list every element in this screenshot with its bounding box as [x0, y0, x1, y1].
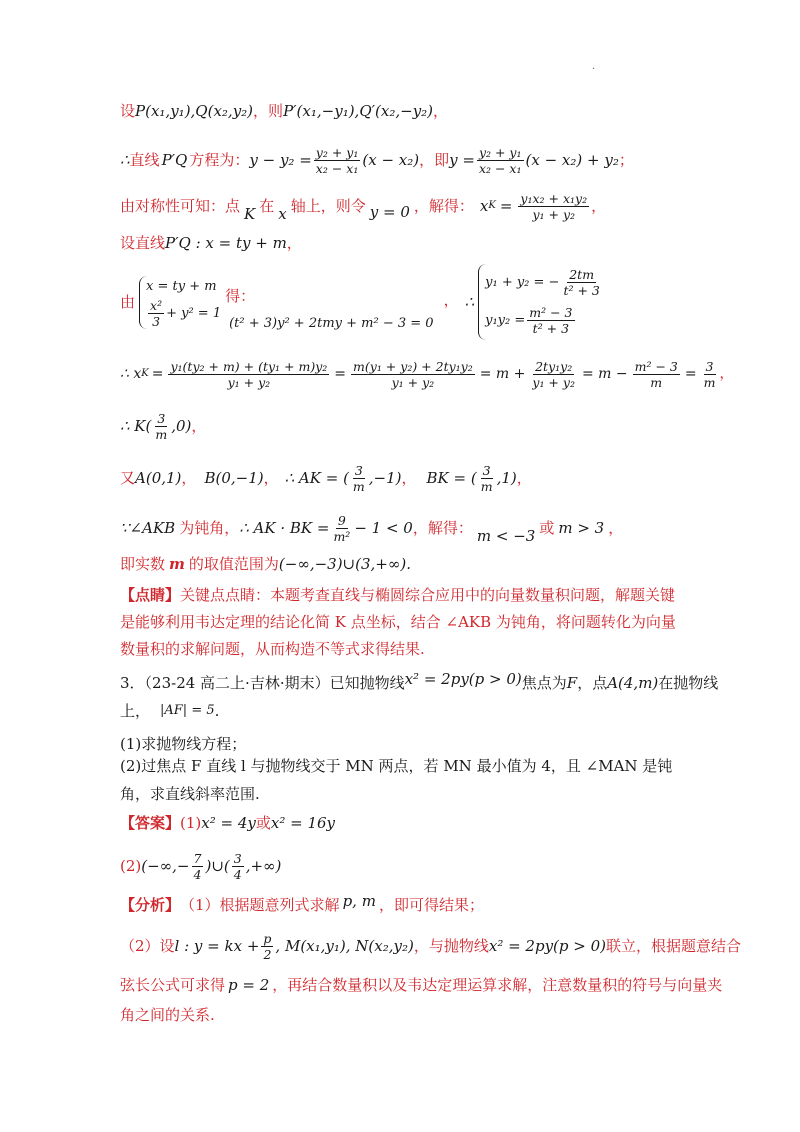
- text: ；: [618, 151, 634, 169]
- formula: x² = 16y: [270, 814, 336, 832]
- denominator: y₁ + y₂: [391, 374, 435, 390]
- line-set-line: [120, 232, 690, 254]
- analysis-line-1: [120, 894, 690, 916]
- text: 设直线: [120, 234, 166, 252]
- fraction: [633, 359, 680, 390]
- denominator: t² + 3: [563, 283, 600, 298]
- analysis-line-4: [120, 1004, 690, 1026]
- text: ，: [263, 469, 279, 487]
- text: 在抛物线: [658, 674, 719, 692]
- fraction: [168, 359, 329, 390]
- therefore-symbol: ∴: [464, 293, 475, 311]
- formula: ,−1): [368, 469, 402, 487]
- text: 由对称性可知：点: [120, 197, 241, 215]
- text: 即实数: [120, 555, 166, 573]
- line-set-points: [120, 100, 690, 122]
- text: 弦长公式可求得: [120, 976, 226, 994]
- comment-block: [120, 582, 690, 663]
- formula: A(4,m): [607, 674, 659, 692]
- fraction: [351, 359, 475, 390]
- text: ，: [181, 469, 197, 487]
- formula: = m +: [479, 366, 526, 382]
- text: 焦点为: [521, 674, 567, 692]
- text: 上，: [120, 702, 151, 720]
- text: ，: [401, 469, 417, 487]
- formula: ∴ x: [120, 366, 142, 382]
- analysis-line-2: [120, 926, 742, 966]
- equation: [485, 264, 604, 302]
- numerator: x²: [150, 297, 163, 313]
- fraction: [232, 851, 244, 882]
- text: ，: [443, 291, 459, 309]
- formula: P′Q: [161, 151, 188, 169]
- text: (2)过焦点 F 直线 l 与抛物线交于 MN 两点，若 MN 最小值为 4，且 ∠MAN 是钝角，求直线斜率范围.: [120, 757, 673, 803]
- formula: x: [479, 197, 489, 215]
- text: (1): [180, 814, 202, 832]
- numerator: m² − 3: [529, 305, 573, 320]
- formula: (x − x₂) + y₂: [525, 151, 619, 169]
- fraction: [702, 359, 718, 390]
- text: 轴上，则令: [290, 197, 366, 215]
- analysis-line-3: [120, 974, 723, 996]
- formula: p, m: [342, 892, 376, 910]
- text: 3．（23-24 高二上·吉林·期末）已知抛物线: [120, 674, 405, 692]
- text: (2): [120, 857, 142, 875]
- text: 由: [120, 293, 136, 311]
- numerator: 3: [233, 850, 242, 866]
- question-3-part-2: [120, 752, 690, 808]
- analysis-label: 【分析】: [120, 896, 181, 914]
- denominator: m: [703, 374, 716, 390]
- formula: m < −3: [476, 527, 536, 545]
- denominator: m: [155, 426, 168, 442]
- formula: B(0,−1): [204, 469, 264, 487]
- text: .: [214, 702, 220, 720]
- denominator: x₂ − x₁: [478, 160, 522, 176]
- fraction: [479, 463, 495, 494]
- text: 得：: [225, 287, 256, 305]
- answer-line-1: [120, 812, 690, 834]
- line-line-equation: [120, 142, 690, 178]
- text: (1)求抛物线方程；: [120, 735, 247, 753]
- formula: l : y = kx +: [174, 937, 260, 955]
- text: ，即: [419, 151, 450, 169]
- text: 为钝角，: [179, 519, 240, 537]
- formula: P′(x₁,−y₁),Q′(x₂,−y₂): [283, 102, 434, 120]
- formula: ,1): [496, 469, 517, 487]
- formula: y =: [449, 151, 475, 169]
- denominator: y₁ + y₂: [532, 374, 575, 390]
- numerator: 2ty₁y₂: [535, 358, 573, 374]
- fraction: [518, 191, 589, 222]
- denominator: 4: [233, 866, 242, 882]
- numerator: m² − 3: [634, 358, 678, 374]
- formula: ,0): [171, 417, 192, 435]
- formula: x² = 2py(p > 0): [488, 937, 607, 955]
- numerator: y₂ + y₁: [315, 144, 359, 160]
- equation-rest: + y² = 1: [166, 305, 222, 321]
- line-symmetry: [120, 188, 690, 224]
- text: 在: [259, 197, 275, 215]
- fraction: [148, 298, 164, 329]
- denominator: m: [352, 478, 365, 494]
- line-range: [120, 553, 690, 575]
- equation-left: y₁y₂ =: [485, 313, 526, 328]
- page-dot: ·: [592, 64, 596, 75]
- text: 方程为：: [189, 151, 250, 169]
- subscript: K: [488, 200, 496, 211]
- formula: y − y₂ =: [249, 151, 312, 169]
- formula: K: [244, 205, 256, 223]
- formula: p = 2: [228, 976, 270, 994]
- comment-text: 关键点点睛：本题考查直线与椭圆综合应用中的向量数量积问题，解题关键是能够利用韦达定理的结论化简 K 点坐标，结合 ∠AKB 为钝角，将问题转化为向量数量积的求解问题，从而构造不等式求得结果.: [120, 586, 676, 658]
- question-3-stem: [120, 668, 719, 698]
- fraction: [477, 145, 524, 176]
- denominator: 4: [193, 866, 202, 882]
- text: ，: [191, 417, 207, 435]
- formula: =: [151, 366, 164, 382]
- formula: x: [278, 205, 287, 223]
- formula: (−∞,−: [141, 857, 190, 875]
- formula: ∵∠AKB: [120, 519, 176, 537]
- text: 角之间的关系.: [120, 1006, 215, 1024]
- fraction: [530, 359, 577, 390]
- text: 又: [120, 469, 136, 487]
- formula: m > 3: [558, 519, 605, 537]
- line-obtuse: [120, 508, 690, 548]
- formula: m: [169, 555, 185, 573]
- text: （2）设: [120, 937, 175, 955]
- fraction: [261, 931, 273, 962]
- formula: (x − x₂): [362, 151, 420, 169]
- line-xk: [120, 354, 734, 394]
- equation-left: y₁ + y₂ = −: [485, 275, 560, 290]
- formula: A(0,1): [135, 469, 182, 487]
- formula: )∪(: [205, 857, 230, 875]
- formula: ∴ K(: [120, 417, 152, 435]
- line-system: [120, 262, 690, 342]
- numerator: 9: [337, 512, 346, 528]
- formula: =: [684, 366, 697, 382]
- formula: ,+∞): [245, 857, 282, 875]
- text: ，则: [253, 102, 284, 120]
- comment-label: 【点睛】: [120, 586, 181, 604]
- text: ，: [516, 469, 532, 487]
- text: ，: [719, 366, 734, 382]
- formula: BK = (: [426, 469, 477, 487]
- formula: x² = 2py(p > 0): [404, 670, 522, 688]
- fraction: [561, 267, 601, 298]
- numerator: 3: [482, 462, 491, 478]
- formula: (t² + 3)y² + 2tmy + m² − 3 = 0: [229, 316, 434, 331]
- formula: x² = 4y: [201, 814, 256, 832]
- subscript: K: [141, 368, 149, 379]
- text: ，: [286, 234, 302, 252]
- text: （1）根据题意列式求解: [180, 896, 340, 914]
- denominator: m: [480, 478, 493, 494]
- text: 的取值范围为: [188, 555, 279, 573]
- denominator: x₂ − x₁: [315, 160, 359, 176]
- denominator: m²: [333, 528, 351, 544]
- text: ，: [591, 197, 607, 215]
- formula: |AF| = 5: [160, 703, 215, 718]
- numerator: p: [263, 930, 272, 946]
- equation: [146, 298, 221, 329]
- fraction: [153, 411, 169, 442]
- formula: .: [406, 555, 411, 573]
- text: ，点: [577, 674, 608, 692]
- equation: [485, 302, 604, 340]
- text: ，与抛物线: [413, 937, 489, 955]
- denominator: 2: [263, 946, 272, 962]
- fraction: [314, 145, 361, 176]
- numerator: y₁x₂ + x₁y₂: [520, 190, 588, 206]
- fraction: [331, 513, 352, 544]
- formula: =: [334, 366, 347, 382]
- numerator: 2tm: [569, 267, 595, 282]
- denominator: 3: [152, 313, 161, 329]
- denominator: t² + 3: [532, 321, 570, 336]
- question-3-stem-cont: [120, 700, 690, 722]
- formula: ∴ AK = (: [284, 469, 349, 487]
- text: ，: [608, 519, 624, 537]
- numerator: 3: [705, 358, 714, 374]
- text: 或: [539, 519, 555, 537]
- formula: y = 0: [369, 203, 410, 221]
- fraction: [351, 463, 367, 494]
- formula: =: [499, 197, 513, 215]
- formula: P(x₁,y₁),Q(x₂,y₂): [135, 102, 254, 120]
- formula: P′Q : x = ty + m: [165, 234, 287, 252]
- text: ，即可得结果；: [378, 896, 484, 914]
- equation-system: [139, 276, 221, 329]
- text: ，再结合数量积以及韦达定理运算求解，注意数量积的符号与向量夹: [272, 976, 723, 994]
- numerator: 7: [193, 850, 202, 866]
- answer-label: 【答案】: [120, 814, 181, 832]
- text: 直线: [129, 151, 160, 169]
- formula: − 1 < 0: [354, 519, 413, 537]
- text: 设: [120, 102, 136, 120]
- denominator: y₁ + y₂: [532, 206, 576, 222]
- text: 或: [255, 814, 271, 832]
- vieta-system: [478, 264, 604, 340]
- text: ，: [433, 102, 449, 120]
- formula: ∴ AK · BK =: [239, 519, 330, 537]
- numerator: m(y₁ + y₂) + 2ty₁y₂: [353, 358, 473, 374]
- denominator: y₁ + y₂: [227, 374, 271, 390]
- answer-line-2: [120, 846, 690, 886]
- line-k-point: [120, 406, 690, 446]
- text: ，解得：: [413, 197, 474, 215]
- fraction: [192, 851, 204, 882]
- denominator: m: [650, 374, 663, 390]
- equation: x = ty + m: [146, 278, 217, 294]
- formula: = m −: [581, 366, 628, 382]
- formula: , M(x₁,y₁), N(x₂,y₂): [275, 937, 414, 955]
- therefore-symbol: ∴: [120, 151, 130, 169]
- fraction: [527, 305, 574, 336]
- formula: (−∞,−3)∪(3,+∞): [278, 555, 407, 573]
- numerator: y₁(ty₂ + m) + (ty₁ + m)y₂: [170, 358, 328, 374]
- formula: F: [566, 674, 578, 692]
- numerator: 3: [354, 462, 363, 478]
- text: ，解得：: [412, 519, 473, 537]
- text: 联立，根据题意结合: [606, 937, 742, 955]
- line-vectors: [120, 458, 690, 498]
- numerator: 3: [157, 410, 166, 426]
- numerator: y₂ + y₁: [478, 144, 522, 160]
